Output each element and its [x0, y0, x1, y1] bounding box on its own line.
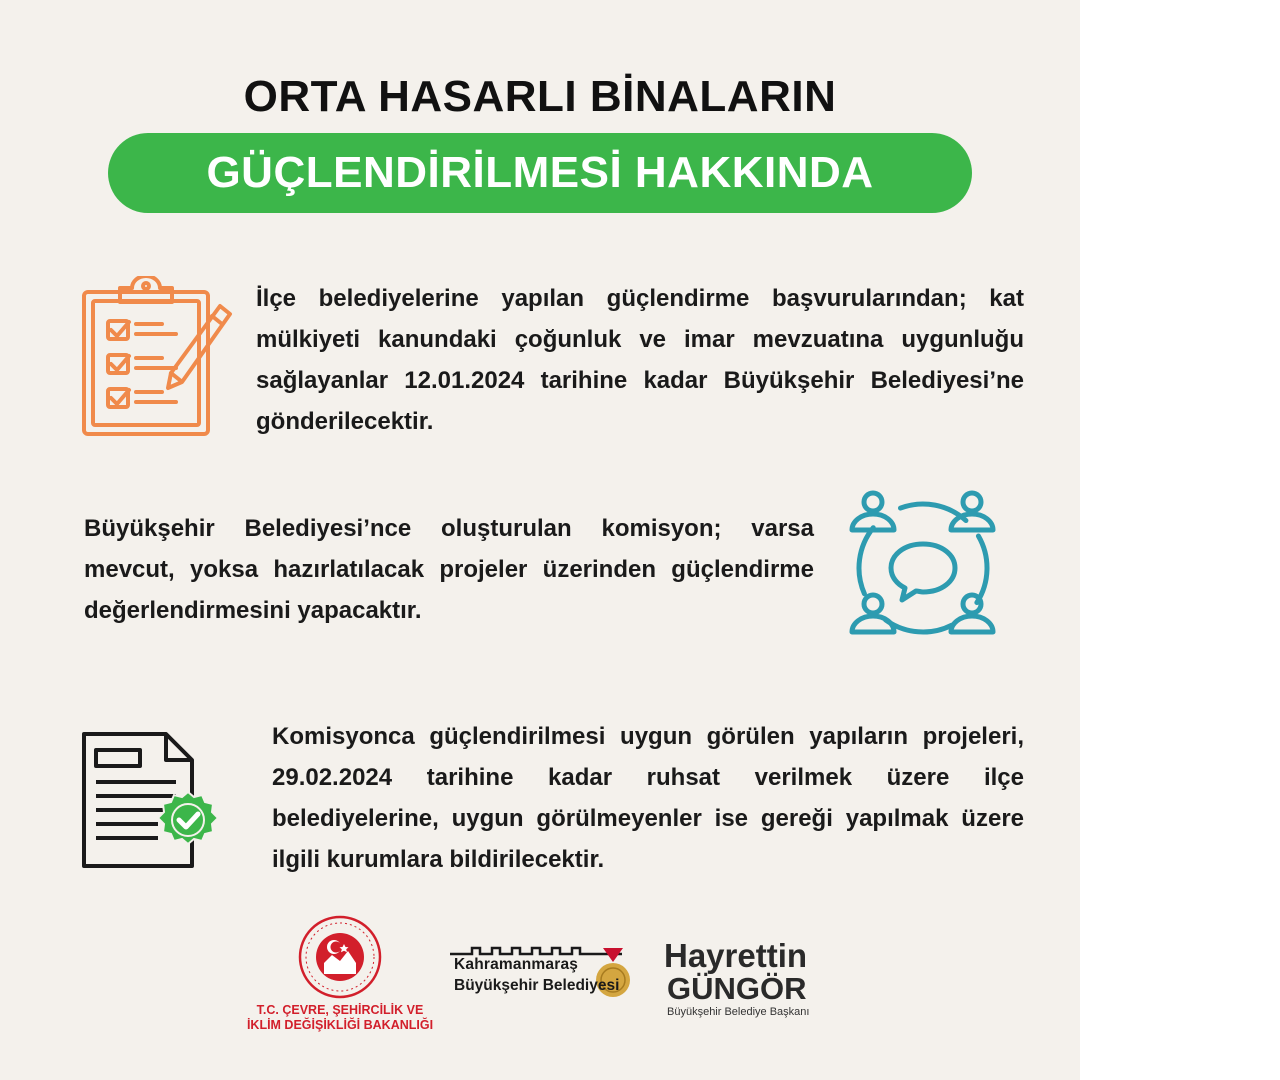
- municipality-logo: [448, 940, 643, 1015]
- municipality-subtitle: Büyükşehir Belediyesi: [454, 977, 620, 994]
- title-banner: [108, 133, 972, 213]
- ministry-name-line-1: T.C. ÇEVRE, ŞEHİRCİLİK VE: [256, 1003, 424, 1017]
- ministry-logo: [240, 915, 440, 1045]
- clipboard-checklist-icon: [80, 276, 235, 441]
- ministry-emblem-icon: [240, 915, 440, 1003]
- mayor-last-name: GÜNGÖR: [667, 971, 807, 1006]
- ministry-name-line-2: İKLİM DEĞİŞİKLİĞİ BAKANLIĞI: [246, 1018, 434, 1032]
- mayor-role: Büyükşehir Belediye Başkanı: [667, 1006, 810, 1018]
- approved-document-icon: [80, 730, 222, 870]
- people-discussion-icon: [842, 488, 1004, 644]
- section-1-text: İlçe belediyelerine yapılan güçlendirme başvurularından; kat mülkiyeti kanundaki çoğunluk ve imar mevzuatına uygunluğu sağlayanlar 12.01.2024 tarihine kadar Büyükşehir Belediyesi’ne gönderilecektir.: [256, 285, 1024, 435]
- mayor-first-name: Hayrettin: [664, 937, 808, 974]
- section-3-text: Komisyonca güçlendirilmesi uygun görülen yapıların projeleri, 29.02.2024 tarihine kadar ruhsat verilmek üzere ilçe belediyelerine, uygun görülmeyenler ise gereği yapılmak üzere ilgili kurumlara bildirilecektir.: [272, 723, 1024, 873]
- title-line-2: GÜÇLENDİRİLMESİ HAKKINDA: [206, 148, 874, 197]
- municipality-name: Kahramanmaraş: [454, 956, 579, 973]
- mayor-signature-logo: [664, 938, 839, 1023]
- section-2-text: Büyükşehir Belediyesi’nce oluşturulan komisyon; varsa mevcut, yoksa hazırlatılacak projeler üzerinden güçlendirme değerlendirmesini yapacaktır.: [84, 515, 814, 624]
- title-line-1: ORTA HASARLI BİNALARIN: [243, 72, 837, 121]
